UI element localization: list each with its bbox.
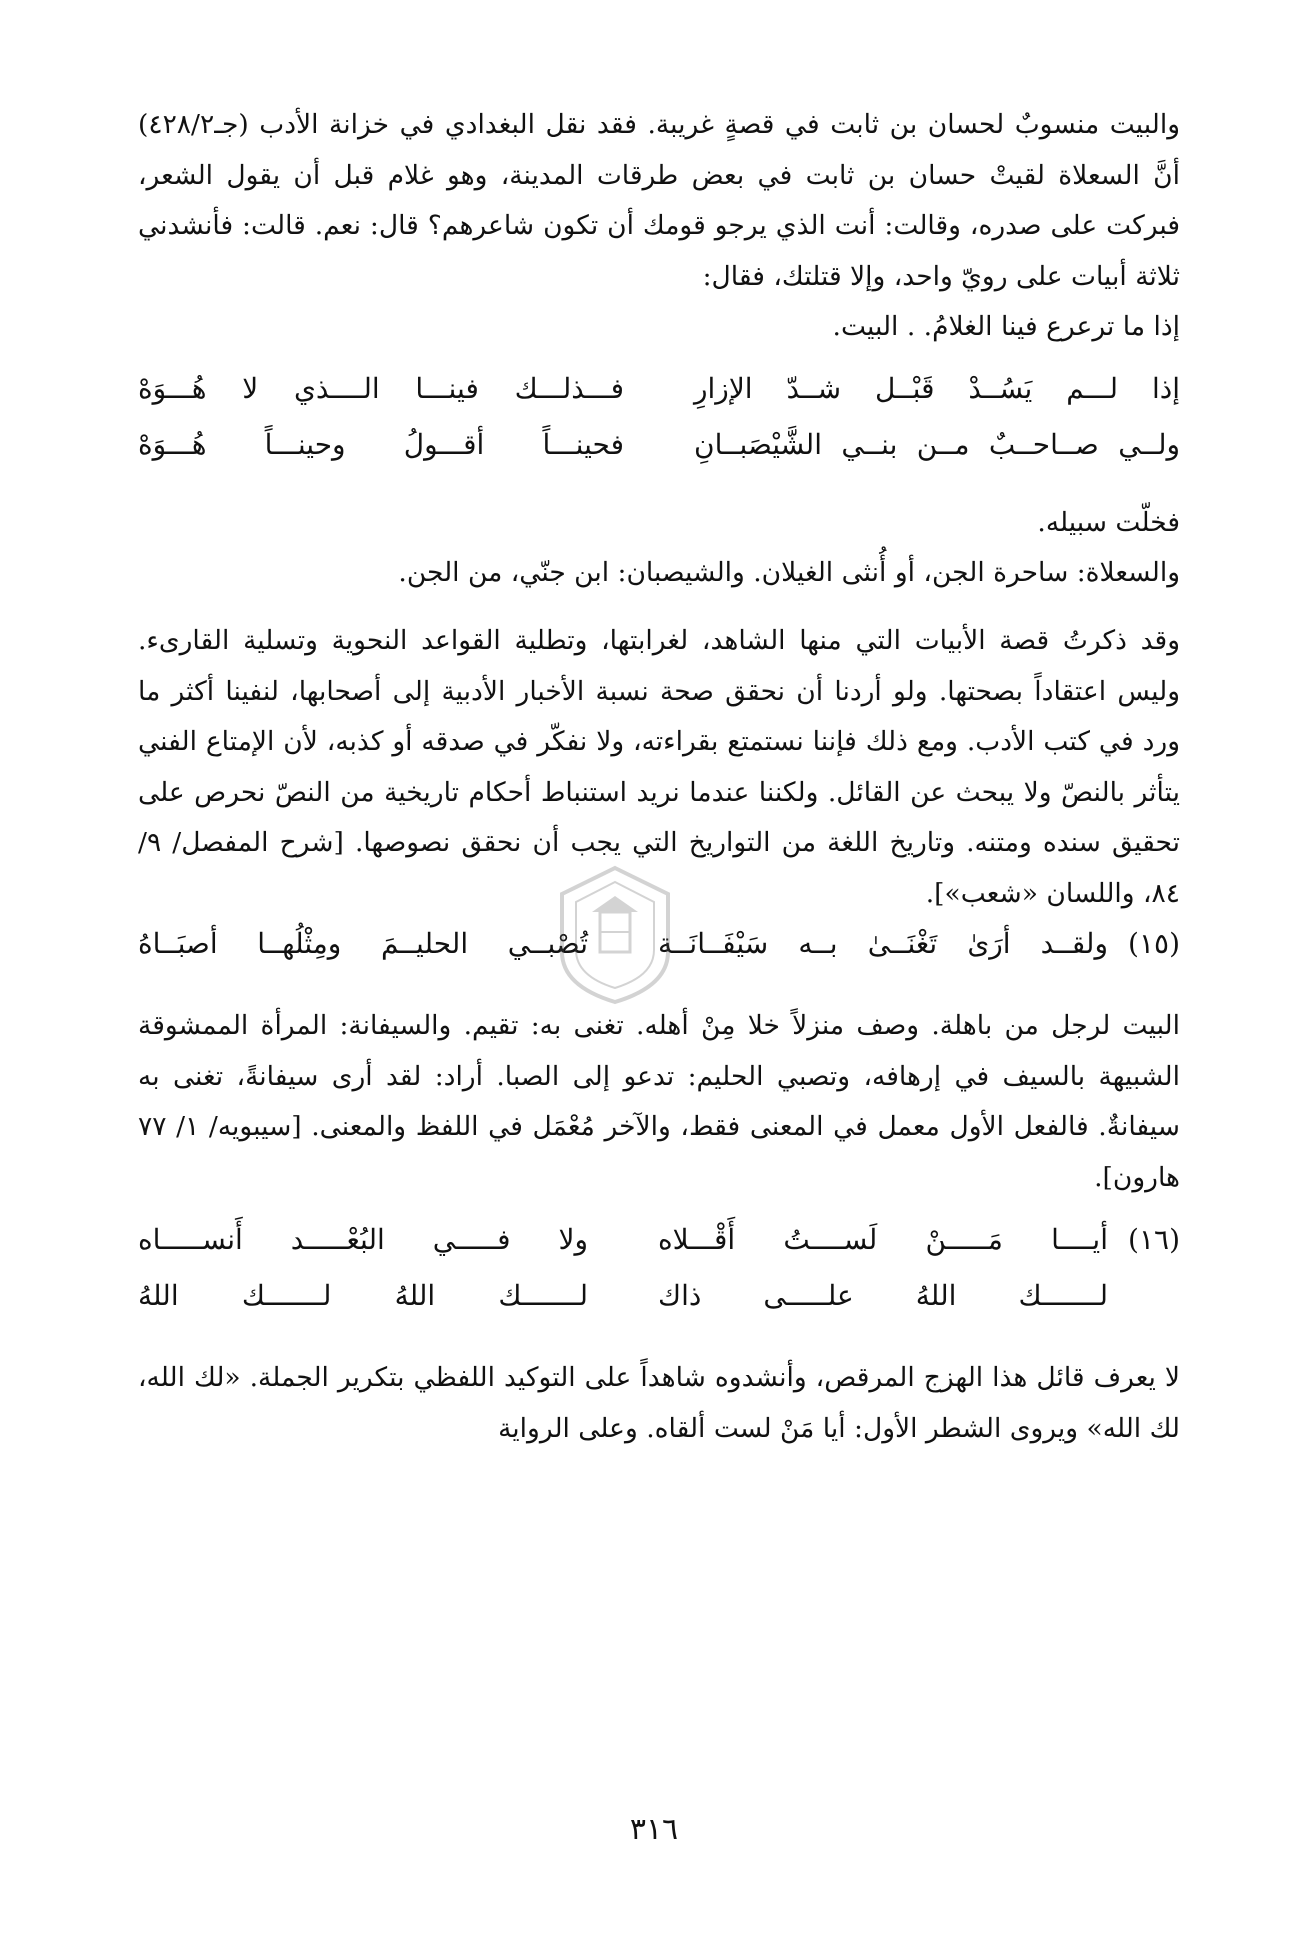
paragraph-silat: والسعلاة: ساحرة الجن، أو أُنثى الغيلان. والشيصبان: ابن جنّي، من الجن. [398,557,1180,588]
verse-number: (١٥) [1128,927,1180,960]
page-number: ٣١٦ [629,1812,679,1847]
paragraph-intro: والبيت منسوبٌ لحسان بن ثابت في قصةٍ غريبة. فقد نقل البغدادي في خزانة الأدب (جـ٤٢٨/٢) أنَّ السعلاة لقيتْ حسان بن ثابت في بعض طرقات المدينة، وهو غلام قبل أن يقول الشعر، فبركت على صدره، وقالت: أنت الذي يرجو قومك أن تكون شاعرهم؟ قال: نعم. قالت: فأنشدني ثلاثة أبيات على رويّ واحد، وإلا قتلتك، فقال: [138,109,1180,292]
verse-line [138,1279,1180,1335]
paragraph-khallat: فخلّت سبيله. [1037,507,1180,538]
verse-number: (١٦) [1128,1223,1180,1256]
verse-second-hemistich: تُصْبــي الحليــمَ ومِثْلُهــا أصبَــاهُ [138,927,588,960]
verse-second-hemistich: ولا فـــــي البُعْـــــد أَنســـــاه [138,1223,588,1256]
verse-line [138,428,1180,484]
verse-first-hemistich: لـــــــك اللهُ علـــــى ذاك [658,1279,1108,1312]
verse-line [138,927,1180,983]
verse-first-hemistich: أيــــا مَـــــنْ لَســــتُ أَقْـــلاه [658,1223,1108,1256]
verse-block-15 [138,927,1180,983]
verse-second-hemistich: فـــذلـــك فينـــا الــــذي لا هُـــوَهْ [138,372,624,405]
verse-first-hemistich: ولقــد أرَىٰ تَغْنَــىٰ بــه سَيْفَــانَــة [658,927,1108,960]
paragraph-bahila: البيت لرجل من باهلة. وصف منزلاً خلا مِنْ أهله. تغنى به: تقيم. والسيفانة: المرأة الممشوقة الشبيهة بالسيف في إرهافه، وتصبي الحليم: تدعو إلى الصبا. أراد: لقد أرى سيفانةً، تغنى به سيفانةٌ. فالفعل الأول معمل في المعنى فقط، والآخر مُعْمَل في اللفظ والمعنى. [سيبويه/ ١/ ٧٧ هارون]. [138,1010,1180,1193]
paragraph-line-bait: إذا ما ترعرع فينا الغلامُ. . البيت. [832,311,1180,342]
verse-block-hassan [138,372,1180,484]
verse-second-hemistich: لـــــــك اللهُ لـــــــك اللهُ [138,1279,588,1312]
verse-first-hemistich: إذا لـــم يَسُــدْ قَبْــل شــدّ الإزارِ [694,372,1180,405]
verse-second-hemistich: فحينـــاً أقـــولُ وحينـــاً هُـــوَهْ [138,428,624,461]
verse-block-16 [138,1223,1180,1335]
paragraph-closing: لا يعرف قائل هذا الهزج المرقص، وأنشدوه شاهداً على التوكيد اللفظي بتكرير الجملة. «لك الله، لك الله» ويروى الشطر الأول: أيا مَنْ لست ألقاه. وعلى الرواية [138,1362,1180,1444]
verse-first-hemistich: ولــي صــاحــبٌ مــن بنــي الشَّيْصَبــانِ [694,428,1180,461]
paragraph-discussion: وقد ذكرتُ قصة الأبيات التي منها الشاهد، لغرابتها، وتطلية القواعد النحوية وتسلية القارىء. وليس اعتقاداً بصحتها. ولو أردنا أن نحقق صحة نسبة الأخبار الأدبية إلى أصحابها، لنفينا أكثر ما ورد في كتب الأدب. ومع ذلك فإننا نستمتع بقراءته، ولا نفكّر في صدقه أو كذبه، لأن الإمتاع الفني يتأثر بالنصّ ولا يبحث عن القائل. ولكننا عندما نريد استنباط أحكام تاريخية من النصّ نحرص على تحقيق سنده ومتنه. وتاريخ اللغة من التواريخ التي يجب أن نحقق نصوصها. [شرح المفصل/ ٩/ ٨٤، واللسان «شعب»]. [138,625,1180,909]
verse-line [138,1223,1180,1279]
verse-line [138,372,1180,428]
